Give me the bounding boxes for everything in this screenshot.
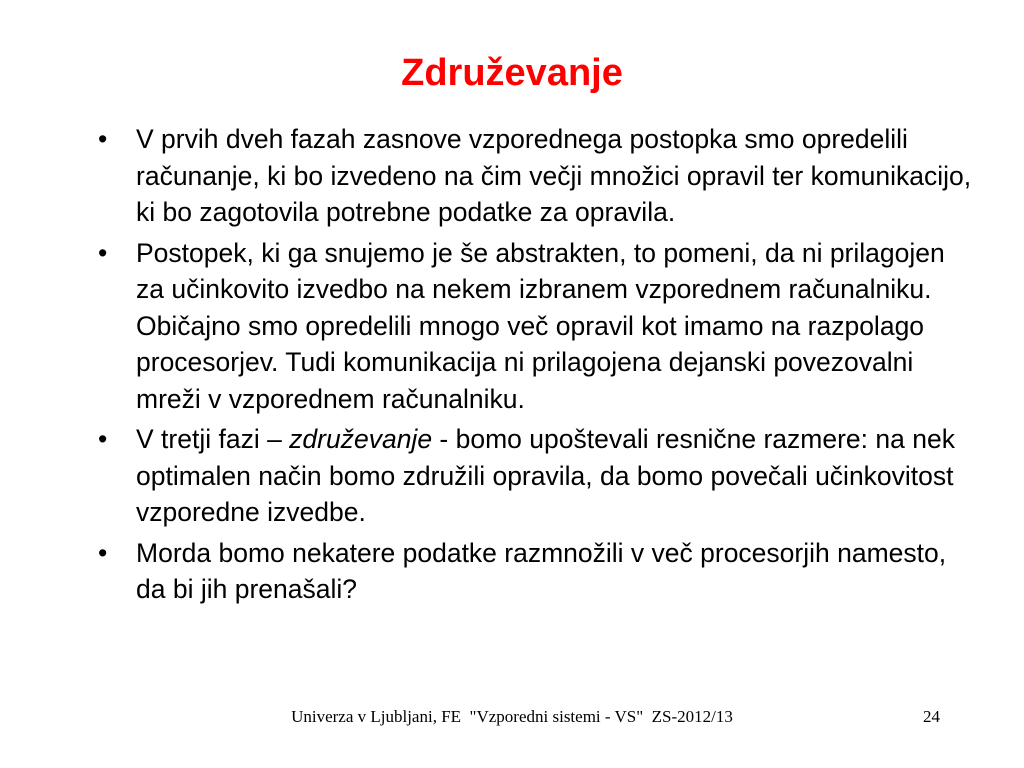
bullet-item: [96, 235, 976, 418]
bullet-text: Postopek, ki ga snujemo je še abstrakten, to pomeni, da ni prilagojen za učinkovito izvedbo na nekem izbranem vzporednem računalniku. Običajno smo opredelili mnogo več opravil kot imamo na razpolago procesorjev. Tudi komunikacija ni prilagojena dejanski povezovalni mreži v vzporednem računalniku.: [136, 237, 945, 414]
bullet-marker-icon: •: [98, 237, 108, 268]
bullet-item: [96, 421, 976, 531]
bullet-text-prefix: V tretji fazi –: [136, 424, 290, 454]
bullet-marker-icon: •: [98, 424, 108, 454]
bullet-item: [96, 535, 976, 608]
bullet-text-suffix: - bomo upoštevali resnične razmere: na nek optimalen način bomo združili opravila, da bomo povečali učinkovitost vzporedne izvedbe.: [136, 424, 955, 527]
slide-title: Združevanje: [401, 52, 623, 94]
page-number: 24: [923, 707, 940, 726]
bullet-marker-icon: •: [98, 537, 108, 568]
bullet-list: [96, 121, 976, 612]
footer-text: Univerza v Ljubljani, FE "Vzporedni sistemi - VS" ZS-2012/13: [291, 707, 733, 726]
bullet-text-emphasis: združevanje: [289, 424, 433, 454]
bullet-text: V prvih dveh fazah zasnove vzporednega postopka smo opredelili računanje, ki bo izvedeno na čim večji množici opravil ter komunikacijo, ki bo zagotovila potrebne podatke za opravila.: [136, 124, 972, 227]
bullet-item: [96, 121, 976, 231]
bullet-text: Morda bomo nekatere podatke razmnožili v več procesorjih namesto, da bi jih prenašali?: [136, 537, 947, 604]
bullet-marker-icon: •: [98, 124, 108, 154]
